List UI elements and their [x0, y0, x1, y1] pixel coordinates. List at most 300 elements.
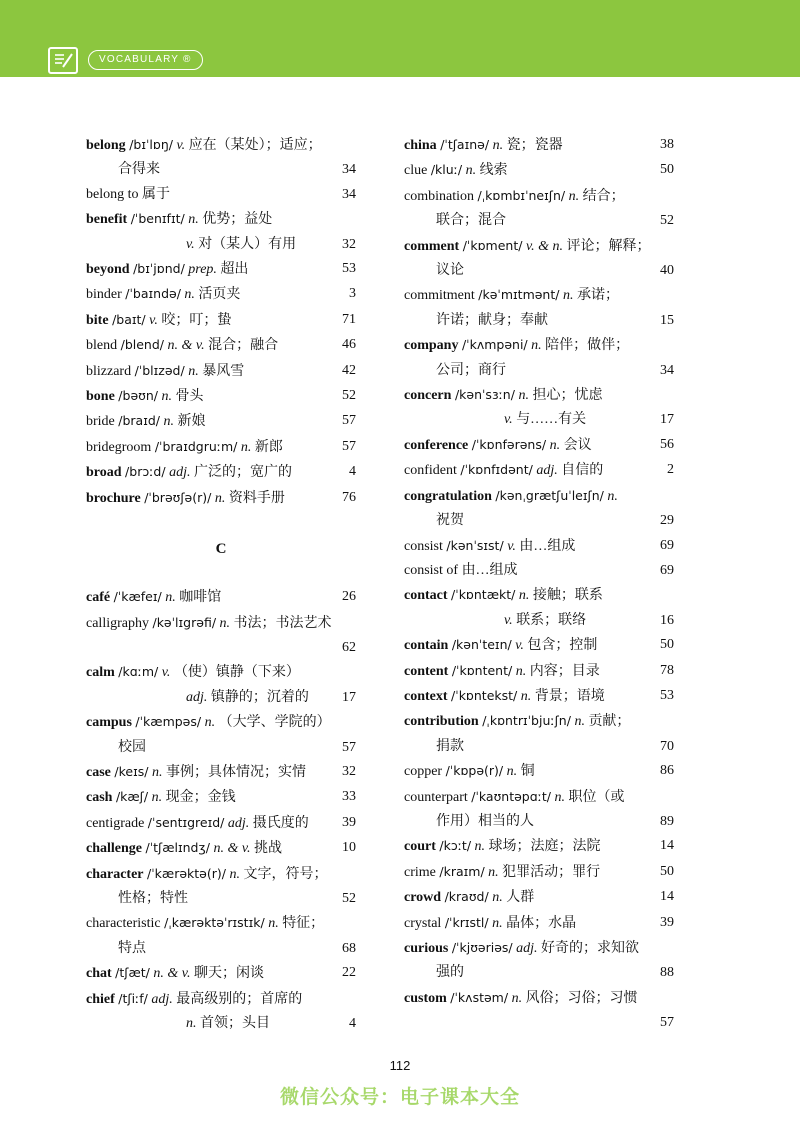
entry-headword: belong to — [86, 186, 139, 202]
entry-page-number: 2 — [667, 462, 674, 478]
entry-definition: 许诺；献身；奉献 — [436, 312, 548, 328]
entry-phonetic: /ˌkɒntrɪˈbjuːʃn/ — [482, 713, 571, 729]
entry-pos: n. — [161, 389, 172, 405]
dictionary-entry — [404, 534, 674, 559]
entry-page-number: 76 — [342, 489, 356, 505]
entry-headword: consist of — [404, 562, 459, 578]
entry-definition: 自信的 — [561, 463, 604, 479]
dictionary-entry — [404, 234, 674, 284]
entry-definition: 人群 — [506, 890, 535, 906]
entry-headword: custom — [404, 990, 447, 1006]
dictionary-entry — [86, 435, 356, 460]
entry-pos: adj. — [151, 991, 173, 1007]
entry-line — [86, 308, 356, 333]
entry-line — [404, 633, 674, 658]
dictionary-entry — [86, 460, 356, 485]
entry-definition: 议论 — [436, 263, 464, 279]
entry-page-number: 89 — [660, 813, 674, 829]
entry-page-number: 52 — [660, 213, 674, 229]
entry-pos: n. — [518, 588, 530, 604]
entry-pos: n. — [151, 764, 163, 780]
dictionary-entry — [86, 760, 356, 785]
entry-page-number: 46 — [342, 337, 356, 353]
entry-definition: 广泛的；宽广的 — [193, 465, 292, 481]
entry-definition: 现金；金钱 — [165, 790, 236, 806]
entry-definition: 书法；书法艺术 — [233, 615, 332, 631]
entry-pos: adj. — [186, 689, 208, 705]
entry-phonetic: /ˈkʌstəm/ — [450, 989, 509, 1005]
entry-headword: campus — [86, 715, 132, 731]
entry-headword: confident — [404, 463, 457, 479]
entry-definition: 捐款 — [436, 738, 464, 754]
dictionary-entry — [86, 611, 356, 661]
dictionary-entry — [86, 785, 356, 810]
entry-phonetic: /ˌkɒmbɪˈneɪʃn/ — [477, 187, 566, 203]
entry-page-number: 39 — [342, 814, 356, 830]
entry-definition: 内容；目录 — [529, 663, 600, 679]
entry-pos: n. — [184, 287, 195, 303]
entry-line — [404, 684, 674, 709]
entry-definition: 联系；联络 — [516, 612, 587, 628]
entry-headword: bride — [86, 414, 115, 430]
entry-page-number: 3 — [349, 286, 356, 302]
entry-line — [404, 885, 674, 910]
entry-headword: challenge — [86, 841, 142, 857]
entry-page-number: 57 — [660, 1015, 674, 1031]
dictionary-entry — [404, 759, 674, 784]
notebook-pencil-icon — [48, 47, 78, 74]
entry-page-number: 70 — [660, 738, 674, 754]
entry-phonetic: /kənˈsɜːn/ — [454, 387, 515, 403]
entry-line — [86, 486, 356, 511]
entry-phonetic: /ˈtʃaɪnə/ — [440, 137, 490, 152]
entry-line — [86, 585, 356, 610]
dictionary-entry — [404, 333, 674, 383]
entry-definition: 承诺； — [576, 288, 619, 304]
dictionary-entry — [86, 133, 356, 183]
entry-definition: 活页夹 — [198, 287, 241, 303]
dictionary-entry — [86, 282, 356, 307]
entry-pos: n. — [163, 414, 175, 430]
entry-line — [404, 785, 674, 810]
entry-pos: prep. — [188, 262, 217, 278]
dictionary-entry — [86, 207, 356, 257]
entry-page-number: 29 — [660, 513, 674, 529]
entry-definition: 与……有关 — [516, 412, 587, 428]
entry-phonetic: /baɪt/ — [112, 311, 146, 327]
entry-headword: consist — [404, 538, 443, 554]
entry-pos: n. — [240, 439, 252, 455]
entry-headword: calligraphy — [86, 615, 149, 631]
entry-headword: binder — [86, 287, 122, 303]
entry-pos: n. & v. — [213, 841, 251, 857]
dictionary-entry — [404, 433, 674, 458]
entry-definition: 祝贺 — [436, 513, 464, 529]
entry-definition: 合得来 — [118, 162, 160, 178]
entry-line — [86, 257, 356, 282]
entry-definition: 球场；法庭；法院 — [488, 839, 601, 855]
entry-pos: n. & v. — [167, 338, 205, 354]
entry-pos: n. — [204, 715, 216, 731]
entry-continuation — [86, 158, 356, 182]
entry-headword: contribution — [404, 714, 479, 730]
dictionary-entry — [404, 559, 674, 583]
entry-page-number: 86 — [660, 763, 674, 779]
entry-line — [86, 836, 356, 861]
entry-pos: v. — [504, 412, 513, 428]
entry-phonetic: /kɔːt/ — [439, 838, 472, 854]
entry-line — [404, 484, 674, 509]
entry-line — [86, 435, 356, 460]
page-number: 112 — [389, 1058, 411, 1073]
entry-headword: blend — [86, 338, 118, 354]
entry-definition: 背景；语境 — [534, 688, 605, 704]
entry-definition: 担心；忧虑 — [532, 388, 603, 404]
entry-definition: 咬；叮；蛰 — [161, 312, 232, 328]
entry-headword: congratulation — [404, 488, 492, 504]
entry-line — [404, 458, 674, 483]
entry-pos: n. — [574, 714, 585, 730]
entry-definition: 接触；联系 — [532, 588, 603, 604]
entry-phonetic: /ˈkʌmpəni/ — [461, 337, 528, 353]
entry-headword: concern — [404, 388, 452, 404]
entry-definition: 混合；融合 — [208, 338, 279, 354]
entry-page-number: 33 — [342, 789, 356, 805]
entry-headword: case — [86, 764, 111, 780]
entry-pos: adj. — [516, 941, 538, 956]
dictionary-entry — [86, 359, 356, 384]
entry-phonetic: /ˈbrəʊʃə(r)/ — [144, 489, 212, 505]
dictionary-entry — [404, 709, 674, 759]
entry-line — [404, 860, 674, 885]
entry-definition: 包含；控制 — [527, 638, 598, 654]
entry-definition: 联合；混合 — [436, 213, 506, 229]
entry-line — [404, 283, 674, 308]
entry-headword: beyond — [86, 262, 130, 278]
entry-page-number: 38 — [660, 137, 674, 152]
entry-definition: 镇静的；沉着的 — [210, 689, 309, 705]
entry-phonetic: /ˈkaʊntəpɑːt/ — [471, 788, 552, 804]
dictionary-entry — [404, 659, 674, 684]
entry-line — [404, 709, 674, 734]
dictionary-entry — [86, 333, 356, 358]
entry-line — [86, 961, 356, 986]
entry-definition: 由…组成 — [461, 562, 518, 578]
entry-pos: n. — [520, 688, 532, 704]
entry-headword: combination — [404, 188, 474, 204]
entry-line — [86, 660, 356, 685]
entry-continuation — [404, 735, 674, 759]
entry-line — [86, 207, 356, 232]
entry-pos: n. — [151, 790, 163, 806]
entry-page-number: 39 — [660, 914, 674, 930]
entry-continuation — [404, 961, 674, 985]
entry-line — [86, 133, 356, 158]
entry-headword: commitment — [404, 288, 475, 304]
entry-headword: benefit — [86, 212, 128, 228]
entry-headword: china — [404, 138, 437, 153]
entry-sub-sense — [404, 609, 674, 633]
entry-definition: 会议 — [563, 437, 592, 453]
entry-line — [86, 359, 356, 384]
entry-headword: bite — [86, 312, 109, 328]
entry-definition: 咖啡馆 — [179, 590, 222, 606]
entry-phonetic: /ˈkrɪstl/ — [444, 914, 489, 930]
entry-definition: 新郎 — [254, 439, 283, 455]
dictionary-entry — [86, 862, 356, 912]
entry-line — [404, 433, 674, 458]
entry-phonetic: /ˈkɒpə(r)/ — [445, 763, 504, 779]
entry-pos: n. — [219, 615, 231, 631]
entry-line — [404, 986, 674, 1011]
entry-definition: 性格；特性 — [118, 890, 188, 906]
entry-headword: chief — [86, 991, 115, 1007]
entry-headword: curious — [404, 941, 449, 956]
entry-page-number: 32 — [342, 236, 356, 252]
entry-headword: character — [86, 866, 144, 882]
entry-continuation — [404, 259, 674, 283]
entry-phonetic: /kluː/ — [430, 162, 463, 178]
entry-page-number: 15 — [660, 312, 674, 328]
entry-definition: 对（某人）有用 — [198, 236, 297, 252]
entry-line — [404, 659, 674, 684]
entry-continuation — [86, 937, 356, 961]
entry-pos: n. — [511, 990, 523, 1006]
entry-pos: n. — [474, 839, 486, 855]
entry-definition: 作用）相当的人 — [436, 813, 534, 829]
entry-continuation — [404, 359, 674, 383]
entry-page-number: 57 — [342, 413, 356, 429]
entry-pos: n. — [549, 437, 561, 453]
dictionary-entry — [404, 860, 674, 885]
entry-headword: broad — [86, 465, 122, 481]
section-label: VOCABULARY ® — [88, 50, 203, 70]
dictionary-entry — [86, 183, 356, 207]
dictionary-entry — [86, 987, 356, 1037]
entry-line — [86, 785, 356, 810]
entry-phonetic: /ˈkɒnfərəns/ — [471, 436, 547, 452]
entry-definition: 摄氏度的 — [252, 815, 309, 831]
entry-definition: 好奇的；求知欲 — [541, 941, 640, 956]
entry-pos: n. & v. — [153, 966, 191, 982]
entry-page-number: 50 — [660, 162, 674, 178]
entry-definition: 强的 — [436, 965, 464, 981]
entry-phonetic: /ˈkɒntekst/ — [451, 687, 518, 703]
entry-pos: n. — [214, 490, 226, 506]
entry-phonetic: /kənˈsɪst/ — [446, 537, 504, 553]
entry-phonetic: /kɑːm/ — [118, 664, 159, 680]
entry-pos: n. — [562, 288, 574, 304]
entry-definition: 骨头 — [175, 389, 204, 405]
entry-definition: 事例；具体情况；实情 — [165, 764, 306, 780]
entry-page-number: 56 — [660, 436, 674, 452]
entry-page-number: 14 — [660, 838, 674, 854]
section-letter-heading: C — [215, 541, 227, 558]
dictionary-entry — [404, 633, 674, 658]
entry-pos: adj. — [169, 465, 191, 481]
entry-headword: counterpart — [404, 789, 468, 805]
entry-continuation — [404, 810, 674, 834]
entry-definition: 新娘 — [177, 414, 206, 430]
entry-line — [404, 184, 674, 209]
dictionary-entry — [86, 710, 356, 760]
entry-definition: 铜 — [520, 764, 535, 780]
entry-phonetic: /kəˈlɪgrəfi/ — [152, 614, 217, 630]
entry-phonetic: /tʃæt/ — [115, 965, 150, 981]
entry-line — [404, 559, 674, 583]
dictionary-entry — [86, 811, 356, 836]
entry-page-number: 52 — [342, 890, 356, 906]
entry-headword: contain — [404, 638, 449, 654]
entry-phonetic: /kənˌgrætʃuˈleɪʃn/ — [495, 487, 604, 503]
entry-definition: 优势；益处 — [202, 212, 273, 228]
entry-phonetic: /ˈbraɪdgruːm/ — [154, 438, 238, 454]
entry-headword: content — [404, 663, 449, 679]
dictionary-entry — [404, 383, 674, 433]
dictionary-entry — [86, 409, 356, 434]
entry-pos: v. — [504, 612, 513, 628]
entry-line — [404, 333, 674, 358]
entry-definition: 文字，符号； — [243, 866, 328, 882]
entry-continuation — [86, 636, 356, 660]
entry-phonetic: /ˈblɪzəd/ — [134, 362, 185, 378]
entry-definition: 挑战 — [254, 841, 283, 857]
entry-phonetic: /ˈbaɪndə/ — [125, 286, 181, 302]
entry-phonetic: /braɪd/ — [118, 413, 161, 429]
dictionary-entry — [86, 660, 356, 710]
entry-line — [404, 834, 674, 859]
entry-headword: comment — [404, 238, 460, 254]
entry-definition: 犯罪活动；罪行 — [502, 864, 601, 880]
entry-line — [404, 534, 674, 559]
entry-sub-sense — [86, 1012, 356, 1036]
entry-pos: n. — [188, 363, 199, 379]
dictionary-entry — [86, 384, 356, 409]
entry-definition: 公司；商行 — [436, 362, 506, 378]
entry-sub-sense — [404, 408, 674, 432]
entry-page-number: 71 — [342, 311, 356, 327]
entry-page-number: 17 — [342, 689, 356, 705]
entry-pos: n. — [268, 916, 279, 932]
entry-definition: 职位（或 — [568, 789, 625, 805]
entry-definition: 首领；头目 — [200, 1016, 270, 1031]
entry-phonetic: /ˈkæfeɪ/ — [113, 589, 162, 605]
entry-page-number: 62 — [342, 639, 356, 655]
dictionary-entry — [404, 484, 674, 534]
entry-line — [404, 133, 674, 158]
entry-line — [86, 384, 356, 409]
entry-pos: n. — [492, 890, 503, 906]
dictionary-entry — [404, 785, 674, 835]
entry-page-number: 34 — [660, 362, 674, 378]
entry-definition: 暴风雪 — [202, 363, 245, 379]
entry-pos: v. — [176, 138, 186, 153]
entry-definition: 应在（某处）；适应； — [188, 138, 322, 153]
entry-headword: crystal — [404, 915, 442, 931]
entry-page-number: 52 — [342, 388, 356, 404]
entry-headword: calm — [86, 665, 115, 681]
entry-phonetic: /ˈkjʊəriəs/ — [451, 940, 513, 955]
entry-definition: 资料手册 — [228, 490, 285, 506]
entry-page-number: 88 — [660, 965, 674, 981]
entry-line — [86, 987, 356, 1012]
entry-headword: clue — [404, 163, 428, 179]
entry-line — [86, 282, 356, 307]
dictionary-entry — [404, 986, 674, 1036]
entry-sub-sense — [86, 233, 356, 257]
dictionary-entry — [404, 184, 674, 234]
entry-pos: n. — [531, 338, 542, 354]
entry-phonetic: /brɔːd/ — [125, 464, 166, 480]
entry-phonetic: /ˌkærəktəˈrɪstɪk/ — [164, 915, 265, 931]
entry-page-number: 10 — [342, 840, 356, 856]
entry-pos: adj. — [536, 463, 558, 479]
entry-headword: crowd — [404, 890, 442, 906]
entry-line — [404, 936, 674, 961]
entry-definition: 结合； — [582, 188, 625, 204]
entry-page-number: 34 — [342, 162, 356, 178]
entry-definition: 特征； — [282, 916, 325, 932]
dictionary-entry — [86, 585, 356, 610]
dictionary-entry — [86, 911, 356, 961]
entry-pos: n. — [506, 764, 518, 780]
entry-line — [86, 911, 356, 936]
entry-phonetic: /ˈkɒment/ — [462, 237, 523, 253]
entry-pos: n. — [186, 1016, 197, 1031]
entry-definition: 风俗；习俗；习惯 — [525, 990, 638, 1006]
entry-page-number: 57 — [342, 438, 356, 454]
entry-page-number: 69 — [660, 562, 674, 578]
dictionary-entry — [404, 583, 674, 633]
entry-page-number: 50 — [660, 863, 674, 879]
entry-line — [86, 183, 356, 207]
entry-phonetic: /ˈtʃælɪndʒ/ — [145, 840, 210, 856]
entry-sub-sense — [86, 686, 356, 710]
entry-line — [404, 234, 674, 259]
entry-definition: （大学、学院的） — [218, 715, 331, 731]
entry-headword: company — [404, 338, 459, 354]
entry-page-number: 53 — [660, 687, 674, 703]
entry-headword: bone — [86, 389, 115, 405]
entry-headword: characteristic — [86, 916, 161, 932]
entry-page-number: 4 — [349, 1016, 356, 1031]
dictionary-entry — [404, 158, 674, 183]
entry-definition: 线索 — [479, 163, 508, 179]
entry-line — [86, 611, 356, 636]
entry-pos: n. — [568, 188, 580, 204]
entry-pos: n. — [492, 138, 504, 153]
entry-line — [404, 383, 674, 408]
entry-page-number: 69 — [660, 537, 674, 553]
entry-line — [86, 710, 356, 735]
entry-page-number: 78 — [660, 662, 674, 678]
entry-phonetic: /ˈkɒntækt/ — [451, 587, 516, 603]
entry-page-number: 14 — [660, 889, 674, 905]
entry-headword: copper — [404, 764, 443, 780]
entry-definition: 聊天；闲谈 — [193, 966, 264, 982]
entry-page-number: 40 — [660, 263, 674, 279]
entry-phonetic: /keɪs/ — [114, 763, 149, 779]
entry-pos: v. & n. — [525, 238, 564, 254]
entry-headword: café — [86, 590, 111, 606]
entry-pos: v. — [515, 638, 524, 654]
entry-pos: n. — [488, 864, 499, 880]
entry-definition: 晶体；水晶 — [506, 915, 577, 931]
dictionary-entry — [86, 308, 356, 333]
entry-page-number: 26 — [342, 589, 356, 605]
entry-pos: n. — [188, 212, 199, 228]
entry-definition: （使）镇静（下来） — [173, 665, 300, 681]
